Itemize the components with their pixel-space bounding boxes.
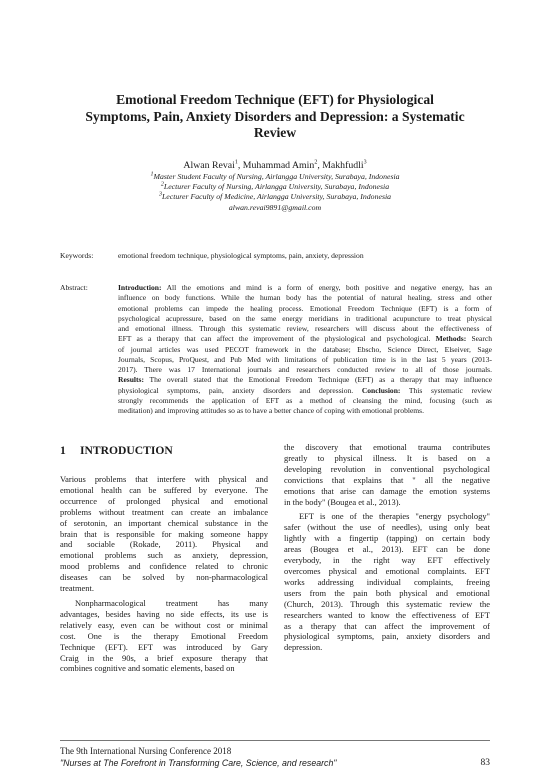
keywords-label: Keywords: — [60, 251, 94, 260]
affiliation-sup: 2 — [160, 181, 164, 188]
body-text-line: developing revolution in conventional psychological — [284, 463, 490, 474]
left-column-text — [60, 470, 268, 674]
affiliation-text: Master Student Faculty of Nursing, Airlangga University, Surabaya, Indonesia — [153, 172, 400, 181]
abstract-line — [118, 334, 492, 344]
author-affil-sup: 2 — [314, 159, 318, 166]
abstract-text: EFT as a therapy that can affect the improvement of the physiological and psychological. — [118, 334, 431, 344]
body-text-line: areas (Bougea et al., 2013). EFT can be done — [284, 544, 490, 555]
abstract-text: Journals, Scopus, ProQuest, and Pub Med with limitations of publication time is in the last 5 years (2013- — [118, 354, 492, 364]
abstract-line — [118, 314, 492, 324]
abstract-label: Abstract: — [60, 283, 88, 292]
abstract-subheading: Conclusion: — [361, 385, 401, 395]
right-column-text — [284, 442, 490, 653]
body-text-line: users from the pain both physical and emotional — [284, 587, 490, 598]
body-text-line: as a therapy that can affect the improvement of — [284, 620, 490, 631]
abstract-line — [118, 283, 492, 293]
body-text-line: diseases can be solved by non-pharmacological — [60, 572, 268, 583]
body-text-line: advantages, besides having no side effects, its use is — [60, 608, 268, 619]
abstract-text: of journal articles was used PECOT framework in the database; Ebscho, Science Direct, Elseiver, Sage — [118, 344, 492, 354]
body-text-line: in the body" (Bougea et al., 2013). — [284, 496, 401, 507]
abstract-text: physiological symptoms, pain, anxiety disorders and depression. — [118, 385, 354, 395]
body-text-line: greatly to physical illness. It is based on a — [284, 452, 490, 463]
section-number: 1 — [60, 444, 66, 457]
affiliation — [60, 192, 490, 202]
abstract-text: The overall stated that the Emotional Freedom Technique (EFT) as a therapy that may influence — [149, 375, 492, 385]
author-affil-sup: 3 — [363, 159, 367, 166]
body-text-line: the discovery that emotional trauma contributes — [284, 442, 490, 452]
author-affil-sup: 1 — [234, 159, 238, 166]
paper-title — [60, 92, 490, 142]
abstract-line — [118, 386, 492, 396]
abstract-subheading: Results: — [118, 375, 144, 385]
abstract-line — [118, 304, 492, 314]
abstract-text: emotional problems can impede the healing process. Emotional Freedom Technique (EFT) is a form of — [118, 303, 492, 313]
body-text-line: safer (without the use of needles), using only beat — [284, 522, 490, 533]
abstract-subheading: Introduction: — [118, 283, 162, 292]
body-text-line: lightly with a fingertip (tapping) on certain body — [284, 533, 490, 544]
affiliation-sup: 1 — [150, 171, 154, 178]
abstract-line — [118, 345, 492, 355]
abstract-line — [118, 324, 492, 334]
footer-divider — [60, 740, 490, 741]
abstract-line — [118, 293, 492, 303]
body-text-line: treatment. — [60, 583, 94, 594]
abstract-line — [118, 396, 492, 406]
affiliation-text: Lecturer Faculty of Nursing, Airlangga University, Surabaya, Indonesia — [163, 182, 390, 192]
title-line: Review — [253, 125, 297, 140]
body-text-line: problems without treatment can create an imbalance — [60, 506, 268, 517]
affiliation-list — [60, 172, 490, 213]
affiliation-sup: 3 — [158, 191, 162, 198]
conference-slogan: "Nurses at The Forefront in Transforming Care, Science, and research" — [60, 758, 337, 768]
body-text-line: brain that is responsible for making someone happy — [60, 528, 268, 539]
body-text-line: mood problems and confidence related to chronic — [60, 561, 268, 572]
author-name: Makhfudli — [322, 160, 364, 171]
body-text-line: overcomes physical and emotional complaints. EFT — [284, 565, 490, 576]
body-text-line: emotions that arise can damage the emotion systems — [284, 485, 490, 496]
abstract-line — [118, 375, 492, 385]
conference-name: The 9th International Nursing Conference 2018 — [60, 746, 232, 756]
author-name: Muhammad Amin — [242, 160, 315, 171]
section-heading — [60, 444, 173, 457]
affiliation-text: Lecturer Faculty of Medicine, Airlangga University, Surabaya, Indonesia — [161, 192, 392, 202]
body-text-line: emotional health can be suffered by everyone. The — [60, 484, 268, 495]
body-text-line: combines cognitive and somatic elements, based on — [60, 663, 235, 674]
abstract-body — [118, 283, 492, 416]
body-text-line: physiological symptoms, pain, anxiety disorders and — [284, 631, 490, 642]
affiliation — [60, 182, 490, 192]
body-text-line: Craig in the 90s, a brief exposure therapy that — [60, 652, 268, 663]
body-text-line: researchers wanted to know the effectiveness of EFT — [284, 609, 490, 620]
body-text-line: EFT is one of the therapies "energy psychology" — [299, 511, 490, 522]
body-text-line: (Church, 2013). Through this systematic review the — [284, 598, 490, 609]
abstract-text: and emotional illness. Through this systematic review, researchers will discuss about the effectiveness of — [118, 324, 492, 333]
author-list: Alwan Revai$^1$, Muhammad Amin$^2$, Makhfudli$^3$ — [183, 159, 367, 171]
body-text-line: of serotonin, an important chemical substance in the — [60, 517, 268, 528]
abstract-line — [118, 406, 492, 416]
body-text-line: occurrence of prolonged physical and emotional — [60, 495, 268, 506]
abstract-text: 2017). There was 17 International journals and researchers conducted review to all of those journals. — [118, 365, 492, 374]
abstract-text: meditation) and improving attitudes so as to have a better chance of coping with emotional problems. — [118, 406, 424, 415]
abstract-subheading: Methods: — [435, 334, 467, 344]
body-text-line: everybody, in the right way EFT effectively — [284, 555, 490, 566]
author-email[interactable]: alwan.revai9891@gmail.com — [228, 202, 322, 212]
body-text-line: works addressing individual complaints, freeing — [284, 576, 490, 587]
abstract-line — [118, 355, 492, 365]
abstract-text: All the emotions and mind is a form of energy, both positive and negative energy, has an — [166, 283, 492, 292]
body-text-line: convictions that explains that " all the negative — [284, 474, 490, 485]
title-line: Emotional Freedom Technique (EFT) for Physiological — [116, 92, 434, 107]
body-text-line: Nonpharmacological treatment has many — [75, 597, 268, 608]
body-text-line: depression. — [284, 642, 323, 653]
page-number: 83 — [480, 758, 490, 768]
body-text-line: Various problems that interfere with physical and — [60, 474, 268, 484]
author-name: Alwan Revai — [183, 160, 235, 171]
body-text-line: Technique (EFT). EFT was introduced by Gary — [60, 641, 268, 652]
abstract-text: strongly recommends the application of EFT as a method of cleansing the mind, focusing (such as — [118, 395, 492, 405]
abstract-text: psychological acupressure, based on the same energy meridians in traditional acupuncture to treat physical — [118, 313, 492, 323]
abstract-line — [118, 365, 492, 375]
body-text-line: emotional problems such as anxiety, depression, — [60, 550, 268, 561]
abstract-text: Search — [471, 334, 493, 344]
body-text-line: and sociable (Rokade, 2011). Physical and — [60, 539, 268, 550]
body-text-line: cost. One is the therapy Emotional Freedom — [60, 630, 268, 641]
section-title: INTRODUCTION — [80, 444, 173, 457]
title-line: Symptoms, Pain, Anxiety Disorders and Depression: a Systematic — [85, 108, 465, 124]
body-text-line: relatively easy, even can be without cost or minimal — [60, 619, 268, 630]
abstract-text: influence on body functions. While the human body has the potential of natural healing, stress and other — [118, 293, 492, 303]
affiliation — [60, 172, 490, 182]
keywords-text: emotional freedom technique, physiological symptoms, pain, anxiety, depression — [118, 251, 364, 260]
abstract-text: This systematic review — [408, 385, 492, 395]
